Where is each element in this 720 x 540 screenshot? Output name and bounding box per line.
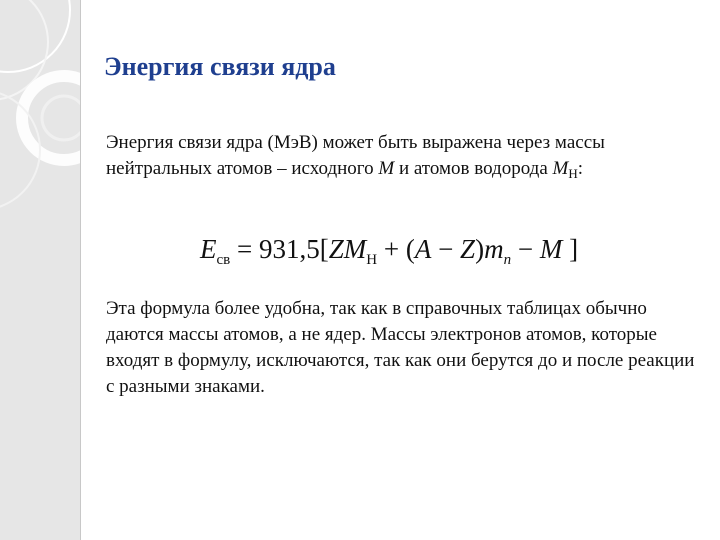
formula-e-sub: св	[216, 252, 231, 268]
formula-mn: m	[484, 234, 504, 264]
formula-eq: = 931,5[	[230, 234, 329, 264]
formula-mh-sub: H	[366, 252, 378, 268]
formula-z: Z	[328, 234, 344, 264]
intro-text-mid: и атомов водорода	[394, 158, 553, 179]
binding-energy-formula	[200, 234, 578, 269]
formula-z2: Z	[460, 234, 476, 264]
explanation-paragraph: Эта формула более удобна, так как в справочных таблицах обычно даются массы атомов, а не ядер. Массы электронов атомов, которые входят в формулу, исключаются, так как они берутся до и после реакции с разными знаками.	[106, 298, 695, 397]
formula-minus2: −	[511, 234, 540, 264]
slide-title: Энергия связи ядра	[104, 52, 336, 81]
formula-close: )	[475, 234, 485, 264]
sidebar-divider	[80, 0, 81, 540]
intro-text: Энергия связи ядра (МэВ) может быть выражена через массы нейтральных атомов – исходного	[106, 132, 605, 179]
mass-symbol-mh: M	[552, 158, 569, 179]
intro-paragraph	[106, 130, 696, 187]
mass-symbol-m: M	[378, 158, 395, 179]
intro-text-end: :	[577, 158, 583, 179]
formula-mn-sub: n	[503, 252, 512, 268]
formula-plus: + (	[377, 234, 415, 264]
formula-e: E	[200, 234, 217, 264]
formula-m: M	[343, 234, 367, 264]
formula-m2: M	[539, 234, 563, 264]
formula-a: A	[414, 234, 432, 264]
formula-minus: −	[431, 234, 461, 264]
decorative-circles	[0, 0, 80, 540]
decorative-sidebar	[0, 0, 80, 540]
formula-end: ]	[562, 234, 579, 264]
mass-symbol-mh-sub: H	[568, 166, 578, 181]
